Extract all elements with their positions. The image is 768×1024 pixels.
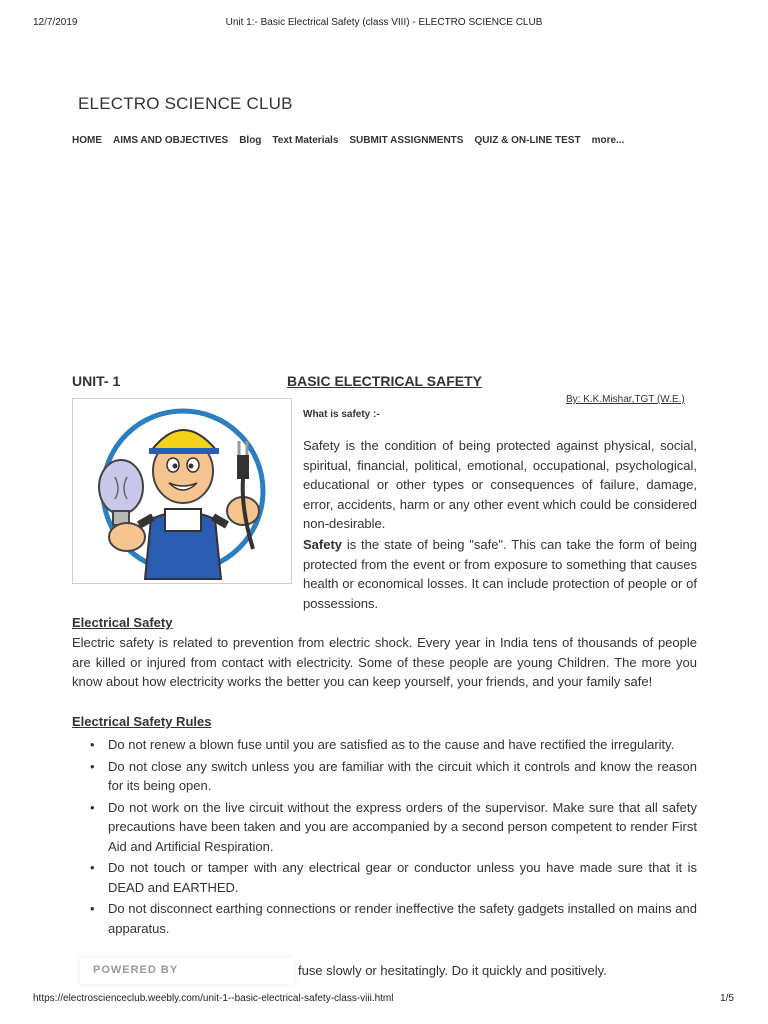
bullet-icon: • xyxy=(90,860,95,875)
what-is-safety-label: What is safety :- xyxy=(303,409,380,420)
nav-item-quiz[interactable]: QUIZ & ON-LINE TEST xyxy=(474,135,581,146)
safety-rules-heading: Electrical Safety Rules xyxy=(72,714,212,729)
print-url: https://electroscienceclub.weebly.com/unit-1--basic-electrical-safety-class-viii.html xyxy=(33,993,394,1004)
powered-by-badge[interactable] xyxy=(80,958,294,984)
safety-definition-paragraph xyxy=(303,436,697,534)
truncated-rule-text: fuse slowly or hesitatingly. Do it quickly and positively. xyxy=(298,963,607,978)
content-fade xyxy=(72,940,697,958)
bullet-icon: • xyxy=(90,758,95,774)
nav-item-more[interactable]: more... xyxy=(591,135,625,146)
safety-state-text: is the state of being "safe". This can take the form of being protected from the event or from exposure to something that causes health or economical losses. It can include protection of people or of possessions. xyxy=(303,537,697,611)
print-date: 12/7/2019 xyxy=(33,17,78,28)
safety-rules-list xyxy=(72,735,697,940)
electrician-illustration xyxy=(72,398,292,584)
nav-item-text-materials[interactable]: Text Materials xyxy=(272,135,339,146)
electrical-safety-heading: Electrical Safety xyxy=(72,615,173,630)
electrical-safety-paragraph: Electric safety is related to prevention from electric shock. Every year in India tens of thousands of people are killed or injured from contact with electricity. Some of these people are young Children. The more you know about how electricity works the better you can keep yourself, your friends, and your family safe! xyxy=(72,635,697,689)
site-title[interactable]: ELECTRO SCIENCE CLUB xyxy=(78,94,293,113)
print-title: Unit 1:- Basic Electrical Safety (class VIII) - ELECTRO SCIENCE CLUB xyxy=(225,17,543,28)
list-item: • Do not close any switch unless you are familiar with the circuit which it controls and know the reason for its being open. xyxy=(90,758,697,793)
unit-label: UNIT- 1 xyxy=(72,373,121,389)
list-item: • Do not work on the live circuit without the express orders of the supervisor. Make sure that all safety precautions have been taken and you are accompanied by a second person competent to render First Aid and Artificial Respiration. xyxy=(90,799,697,854)
nav-item-blog[interactable]: Blog xyxy=(239,135,262,146)
bullet-icon: • xyxy=(90,737,95,752)
bullet-icon: • xyxy=(90,799,95,815)
list-item: • Do not renew a blown fuse until you are satisfied as to the cause and have rectified the irregularity. xyxy=(72,735,697,755)
print-header xyxy=(0,17,768,31)
powered-by-label: POWERED BY xyxy=(93,964,179,976)
list-item: • Do not touch or tamper with any electrical gear or conductor unless you have made sure that it is DEAD and EARTHED. xyxy=(90,860,697,895)
main-nav xyxy=(72,135,635,146)
safety-bold-term: Safety xyxy=(303,537,343,552)
nav-item-aims[interactable]: AIMS AND OBJECTIVES xyxy=(113,135,229,146)
bullet-icon: • xyxy=(90,901,95,916)
nav-item-submit-assignments[interactable]: SUBMIT ASSIGNMENTS xyxy=(349,135,464,146)
safety-state-paragraph xyxy=(303,535,697,613)
list-item: • Do not disconnect earthing connections or render ineffective the safety gadgets installed on mains and apparatus. xyxy=(90,901,697,936)
electrician-cartoon-icon xyxy=(73,399,291,583)
nav-item-home[interactable]: HOME xyxy=(72,135,102,146)
page-number: 1/5 xyxy=(720,993,734,1004)
page-heading: BASIC ELECTRICAL SAFETY xyxy=(287,373,482,389)
safety-definition-text: Safety is the condition of being protected against physical, social, spiritual, financial, political, emotional, occupational, psychological, educational or other types or consequences of failure, damage, error, accidents, harm or any other event which could be considered non-desirable. xyxy=(303,438,697,531)
author-byline: By: K.K.Mishar,TGT (W.E.) xyxy=(566,394,685,405)
